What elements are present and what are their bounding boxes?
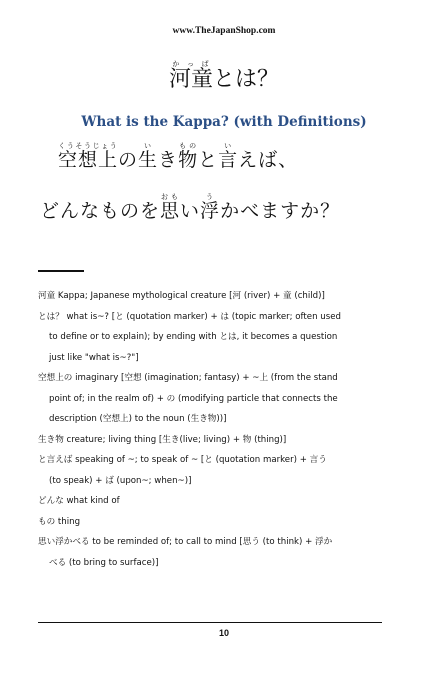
definition-continuation: just like "what is~?"] [49,352,139,363]
definition-continuation: point of; in the realm of) + の (modifying particle that connects the [49,393,338,404]
definition-continuation: (to speak) + ば (upon~; when~)] [49,475,192,486]
definition-entry [38,532,388,573]
definition-entry [38,368,388,430]
definition-entry [38,430,388,451]
section-subtitle: What is the Kappa? (with Definitions) [81,114,367,130]
definitions-list [38,286,388,573]
definition-entry [38,286,388,307]
sentence-2: どんなものを思おもい浮うかべますか？ [40,193,341,222]
footer-rule [38,622,382,623]
page-number: 10 [218,628,229,638]
definition-entry [38,512,388,533]
definition-line: 生き物 creature; living thing [生き(live; living) + 物 (thing)] [38,434,287,445]
definition-continuation: to define or to explain); by ending with とは, it becomes a question [49,332,338,342]
section-divider [38,270,84,272]
title-ruby: 河童かっぱ [168,60,213,92]
definition-entry [38,450,388,491]
definition-line: と言えば speaking of ~; to speak of ~ [と (quotation marker) + 言う [38,455,327,465]
definition-line: 思い浮かべる to be reminded of; to call to mind [思う (to think) + 浮か [38,537,333,547]
site-url: www.TheJapanShop.com [172,26,276,36]
definition-line: 空想上の imaginary [空想 (imagination; fantasy) + ~上 (from the stand [38,373,338,383]
definition-line: どんな what kind of [38,496,120,506]
definition-line: とは？ what is~? [と (quotation marker) + は (topic marker; often used [38,311,341,322]
definition-line: 河童 Kappa; Japanese mythological creature [河 (river) + 童 (child)] [38,291,325,301]
page-title: 河童かっぱとは？ [168,60,280,92]
definition-entry [38,491,388,512]
definition-continuation: べる (to bring to surface)] [49,557,159,568]
definition-line: もの thing [38,516,81,527]
sentence-1: 空想上くうそうじょうの生いき物ものと言いえば、 [58,142,299,171]
definition-entry [38,307,388,369]
definition-continuation: description (空想上) to the noun (生き物))] [49,414,227,424]
